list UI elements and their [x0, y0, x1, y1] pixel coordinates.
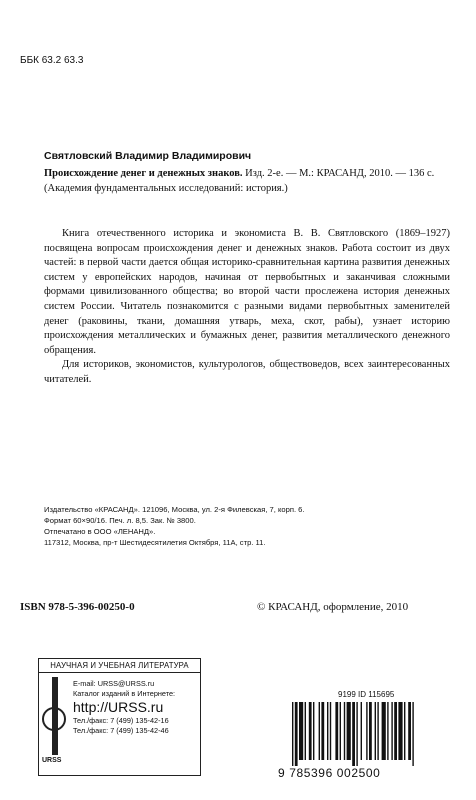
logo-text: URSS — [42, 757, 62, 764]
barcode-id: 9199 ID 115695 — [338, 690, 395, 699]
ad-contacts — [73, 679, 199, 736]
barcode-icon — [278, 702, 462, 766]
urss-logo-icon — [42, 677, 68, 769]
printer-name: Отпечатано в ООО «ЛЕНАНД». — [44, 527, 156, 536]
ad-header: НАУЧНАЯ И УЧЕБНАЯ ЛИТЕРАТУРА — [39, 659, 200, 673]
ad-catalog-label: Каталог изданий в Интернете: — [73, 689, 176, 698]
bbk-code: ББК 63.2 63.3 — [20, 55, 84, 66]
ad-phone-2: Тел./факс: 7 (499) 135-42-46 — [73, 726, 169, 735]
annotation-audience: Для историков, экономистов, культурологов, обществоведов, всех заинтересованных читателей. — [44, 359, 450, 385]
barcode-digits: 9 785396 002500 — [278, 766, 381, 780]
barcode-block — [278, 690, 462, 786]
publisher-info — [44, 504, 444, 548]
ad-phone-1: Тел./факс: 7 (499) 135-42-16 — [73, 716, 169, 725]
annotation — [44, 227, 450, 388]
isbn: ISBN 978-5-396-00250-0 — [20, 601, 135, 613]
author-name: Святловский Владимир Владимирович — [44, 150, 252, 162]
ad-url: http://URSS.ru — [73, 699, 164, 715]
book-title: Происхождение денег и денежных знаков. — [44, 168, 243, 179]
ad-email: E-mail: URSS@URSS.ru — [73, 679, 155, 688]
annotation-paragraph: Книга отечественного историка и экономиста В. В. Святловского (1869–1927) посвящена вопросам происхождения денег и денежных знаков. Работа состоит из двух частей: в первой части дается общая историко-сравнительная картина развития денежных систем у европейских народов, начиная от первобытных и заканчивая сложными формами цивилизованного общества; во второй части прослежена история денежных систем России. Читатель познакомится с разными видами первобытных заменителей денег (раковины, ткани, домашняя утварь, меха, скот, рабы), узнает историю происхождения металлических и бумажных денег, развития металлического денежного обращения. — [44, 228, 450, 356]
bibliographic-details: Изд. 2-е. — М.: КРАСАНД, 2010. — 136 с. (Академия фундаментальных исследований: история.) — [44, 168, 435, 194]
publisher-ad-box — [38, 658, 201, 776]
publisher-address: Издательство «КРАСАНД». 121096, Москва, ул. 2-я Филевская, 7, корп. 6. — [44, 505, 305, 514]
bibliographic-description — [44, 166, 444, 196]
printer-address: 117312, Москва, пр-т Шестидесятилетия Октября, 11А, стр. 11. — [44, 538, 266, 547]
copyright: © КРАСАНД, оформление, 2010 — [257, 601, 409, 613]
print-format: Формат 60×90/16. Печ. л. 8,5. Зак. № 3800. — [44, 516, 196, 525]
